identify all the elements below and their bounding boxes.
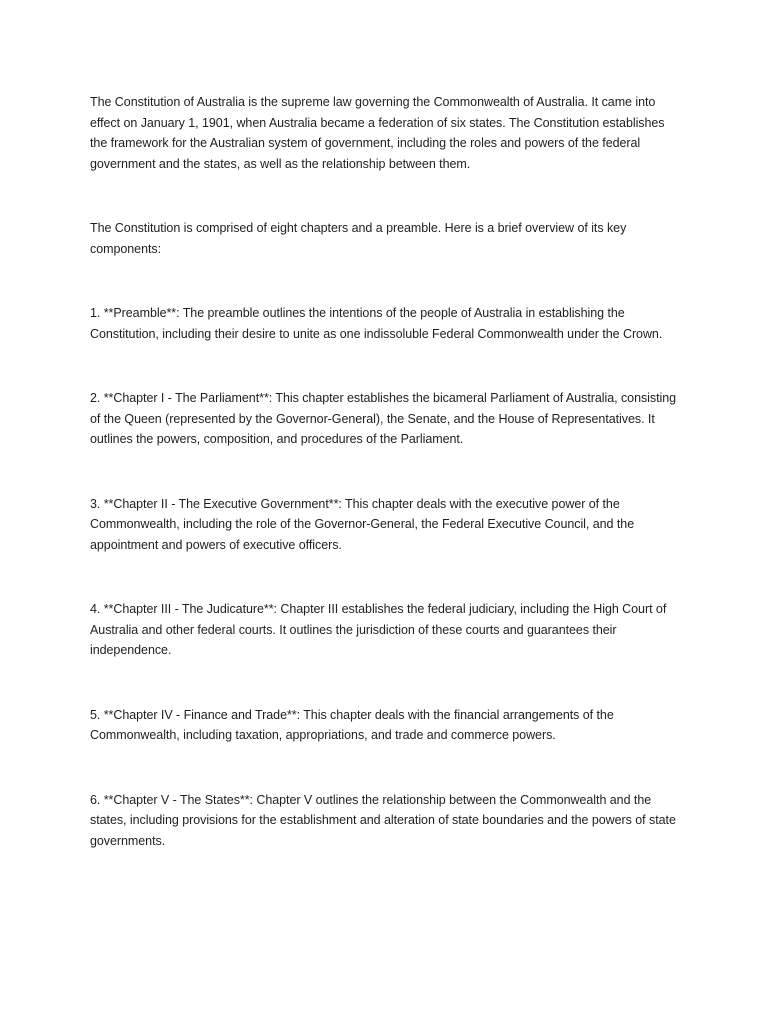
paragraph-spacer (90, 555, 682, 599)
list-item-chapter-4: 5. **Chapter IV - Finance and Trade**: This chapter deals with the financial arrangements of the Commonwealth, including taxation, appropriations, and trade and commerce powers. (90, 707, 614, 742)
overview-paragraph: The Constitution is comprised of eight chapters and a preamble. Here is a brief overview of its key components: (90, 221, 627, 256)
list-item-chapter-1: 2. **Chapter I - The Parliament**: This chapter establishes the bicameral Parliament of Australia, consisting of the Queen (represented by the Governor-General), the Senate, and the House of Representatives. It outlines the powers, composition, and procedures of the Parliament. (90, 391, 677, 446)
paragraph-spacer (90, 174, 682, 218)
list-item-chapter-2: 3. **Chapter II - The Executive Government**: This chapter deals with the executive power of the Commonwealth, including the role of the Governor-General, the Federal Executive Council, and the appointment and powers of executive officers. (90, 496, 635, 552)
paragraph-spacer (90, 259, 682, 303)
paragraph-spacer (90, 450, 682, 494)
list-item-chapter-3: 4. **Chapter III - The Judicature**: Chapter III establishes the federal judiciary, including the High Court of Australia and other federal courts. It outlines the jurisdiction of these courts and guarantees their independence. (90, 602, 667, 657)
intro-paragraph: The Constitution of Australia is the supreme law governing the Commonwealth of Australia. It came into effect on January 1, 1901, when Australia became a federation of six states. The Constitution establishes the framework for the Australian system of government, including the roles and powers of the federal government and the states, as well as the relationship between them. (90, 95, 665, 171)
paragraph-spacer (90, 661, 682, 705)
paragraph-spacer (90, 746, 682, 790)
paragraph-spacer (90, 344, 682, 388)
list-item-preamble: 1. **Preamble**: The preamble outlines the intentions of the people of Australia in establishing the Constitution, including their desire to unite as one indissoluble Federal Commonwealth under the Crown. (90, 306, 663, 341)
list-item-chapter-5: 6. **Chapter V - The States**: Chapter V outlines the relationship between the Commonwealth and the states, including provisions for the establishment and alteration of state boundaries and the powers of state governments. (90, 792, 676, 848)
document-body (90, 92, 682, 851)
